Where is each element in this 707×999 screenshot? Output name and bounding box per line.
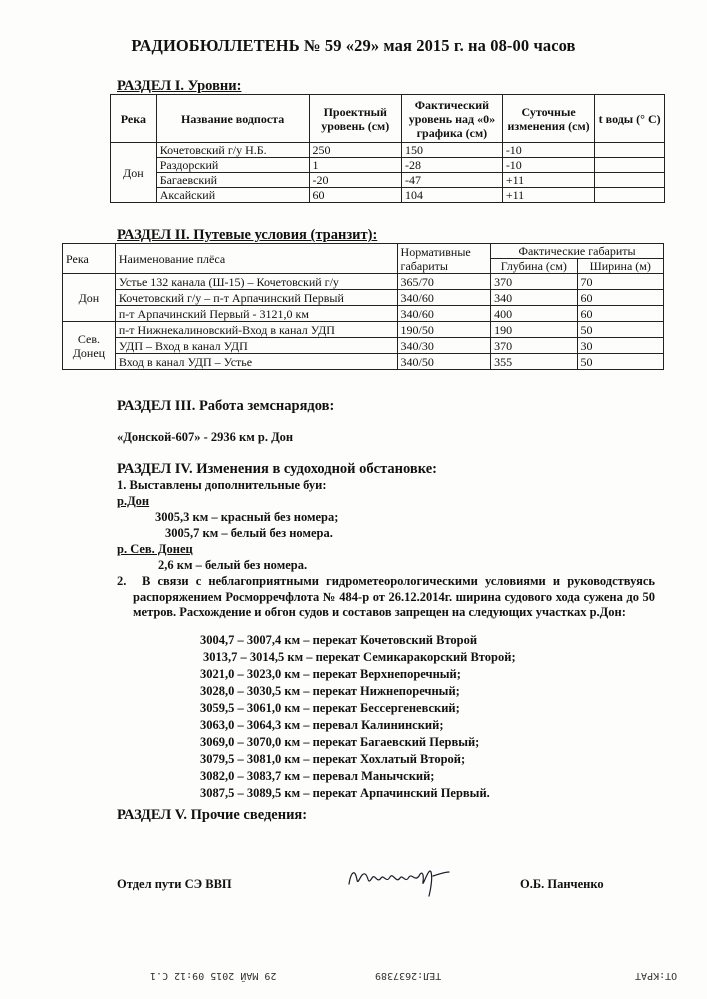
conditions-depth-cell: 355 (491, 354, 577, 370)
restricted-stretches-list (200, 632, 516, 802)
levels-actual-cell: -47 (402, 173, 503, 188)
list-item: 3013,7 – 3014,5 км – перекат Семикаракорский Второй; (203, 650, 516, 664)
conditions-width-cell: 50 (577, 322, 663, 338)
conditions-width-cell: 60 (577, 290, 663, 306)
levels-header-daily: Суточные изменения (см) (502, 95, 595, 143)
conditions-width-cell: 60 (577, 306, 663, 322)
levels-actual-cell: 150 (402, 143, 503, 158)
section1-title (117, 78, 241, 95)
levels-daily-cell: +11 (502, 188, 595, 203)
list-item: 3069,0 – 3070,0 км – перекат Багаевский Первый; (200, 735, 480, 749)
conditions-norm-cell: 340/60 (397, 290, 491, 306)
table-row (111, 158, 665, 173)
section4-title: РАЗДЕЛ IV. Изменения в судоходной обстановке: (117, 461, 437, 477)
conditions-norm-cell: 365/70 (397, 274, 491, 290)
section5-title: РАЗДЕЛ V. Прочие сведения: (117, 807, 308, 823)
list-item: 3004,7 – 3007,4 км – перекат Кочетовский Второй (200, 633, 478, 647)
levels-temp-cell (595, 173, 665, 188)
conditions-width-cell: 30 (577, 338, 663, 354)
buoy-don-1: 3005,3 км – красный без номера; (155, 510, 339, 524)
levels-design-cell: -20 (309, 173, 402, 188)
levels-header-post: Название водпоста (156, 95, 309, 143)
levels-river-cell: Дон (111, 143, 157, 203)
levels-design-cell: 1 (309, 158, 402, 173)
conditions-reach-cell: Устье 132 канала (Ш-15) – Кочетовский г/у (115, 274, 397, 290)
conditions-header-norm: Нормативные габариты (397, 244, 491, 274)
table-row (63, 306, 664, 322)
conditions-depth-cell: 370 (491, 338, 577, 354)
levels-post-cell: Раздорский (156, 158, 309, 173)
conditions-river-cell: Дон (63, 274, 116, 322)
levels-header-actual: Фактический уровень над «0» графика (см) (402, 95, 503, 143)
table-row (63, 354, 664, 370)
fax-timestamp: 29 МАЙ 2015 09:12 С.1 (150, 970, 277, 981)
list-item: 3082,0 – 3083,7 км – перевал Манычский; (200, 769, 435, 783)
levels-temp-cell (595, 158, 665, 173)
conditions-header-river: Река (63, 244, 116, 274)
fax-phone: ТЕЛ:2637389 (375, 970, 442, 981)
conditions-river-cell: Сев. Донец (63, 322, 116, 370)
section2-title (117, 227, 377, 244)
bulletin-title: РАДИОБЮЛЛЕТЕНЬ № 59 «29» мая 2015 г. на 08-00 часов (131, 36, 576, 55)
levels-daily-cell: -10 (502, 143, 595, 158)
levels-header-row (111, 95, 665, 143)
signatory-name: О.Б. Панченко (520, 877, 604, 891)
section3-title: РАЗДЕЛ III. Работа земснарядов: (117, 398, 335, 414)
conditions-norm-cell: 340/30 (397, 338, 491, 354)
section4-item2-text: В связи с неблагоприятными гидрометеорологическими условиями и руководствуясь распоряжением Росморречфлота № 484-р от 26.12.2014г. ширина судового хода сужена до 50 метров. Расхождение и обгон судов и составов запрещен на следующих участках р.Дон: (133, 574, 655, 619)
conditions-width-cell: 70 (577, 274, 663, 290)
conditions-width-cell: 50 (577, 354, 663, 370)
section4-river-don: р.Дон (117, 494, 150, 508)
conditions-depth-cell: 340 (491, 290, 577, 306)
section1-title-text: РАЗДЕЛ I. Уровни: (117, 78, 242, 94)
levels-actual-cell: 104 (402, 188, 503, 203)
levels-header-design: Проектный уровень (см) (309, 95, 402, 143)
table-row (63, 274, 664, 290)
conditions-reach-cell: Кочетовский г/у – п-т Арпачинский Первый (115, 290, 397, 306)
conditions-norm-cell: 340/60 (397, 306, 491, 322)
levels-actual-cell: -28 (402, 158, 503, 173)
levels-design-cell: 60 (309, 188, 402, 203)
section4-river-donets: р. Сев. Донец (117, 542, 193, 556)
levels-header-river: Река (111, 95, 157, 143)
levels-daily-cell: +11 (502, 173, 595, 188)
conditions-depth-cell: 370 (491, 274, 577, 290)
conditions-depth-cell: 190 (491, 322, 577, 338)
conditions-reach-cell: Вход в канал УДП – Устье (115, 354, 397, 370)
levels-post-cell: Кочетовский г/у Н.Б. (156, 143, 309, 158)
section4-item1: 1. Выставлены дополнительные буи: (117, 478, 327, 492)
table-row (111, 173, 665, 188)
levels-post-cell: Аксайский (156, 188, 309, 203)
department-label: Отдел пути СЭ ВВП (117, 877, 232, 891)
buoy-don-2: 3005,7 км – белый без номера. (165, 526, 333, 540)
conditions-depth-cell: 400 (491, 306, 577, 322)
table-row (111, 188, 665, 203)
list-item: 3028,0 – 3030,5 км – перекат Нижнепоречный; (200, 684, 460, 698)
levels-post-cell: Багаевский (156, 173, 309, 188)
signature-image (345, 862, 455, 898)
dredger-info: «Донской-607» - 2936 км р. Дон (117, 430, 294, 444)
conditions-table (62, 243, 664, 370)
table-row (63, 290, 664, 306)
conditions-header-row (63, 244, 664, 259)
conditions-header-reach: Наименование плёса (115, 244, 397, 274)
conditions-norm-cell: 340/50 (397, 354, 491, 370)
list-item: 3059,5 – 3061,0 км – перекат Бессергеневский; (200, 701, 460, 715)
buoy-donets-1: 2,6 км – белый без номера. (158, 558, 308, 572)
table-row (63, 322, 664, 338)
conditions-header-width: Ширина (м) (577, 259, 663, 274)
conditions-header-depth: Глубина (см) (491, 259, 577, 274)
table-row (111, 143, 665, 158)
list-item: 3063,0 – 3064,3 км – перевал Калининский; (200, 718, 444, 732)
conditions-reach-cell: п-т Арпачинский Первый - 3121,0 км (115, 306, 397, 322)
conditions-reach-cell: УДП – Вход в канал УДП (115, 338, 397, 354)
list-item: 3087,5 – 3089,5 км – перекат Арпачинский Первый. (200, 786, 490, 800)
levels-temp-cell (595, 143, 665, 158)
table-row (63, 338, 664, 354)
conditions-norm-cell: 190/50 (397, 322, 491, 338)
section4-item2-number: 2. (117, 574, 127, 588)
levels-design-cell: 250 (309, 143, 402, 158)
levels-header-temp: t воды (° С) (595, 95, 665, 143)
list-item: 3079,5 – 3081,0 км – перекат Хохлатый Второй; (200, 752, 466, 766)
levels-table (110, 94, 665, 203)
fax-sender: ОТ:КРАТ (635, 970, 678, 981)
levels-temp-cell (595, 188, 665, 203)
list-item: 3021,0 – 3023,0 км – перекат Верхнепоречный; (200, 667, 461, 681)
conditions-reach-cell: п-т Нижнекалиновский-Вход в канал УДП (115, 322, 397, 338)
levels-daily-cell: -10 (502, 158, 595, 173)
conditions-header-actual: Фактические габариты (491, 244, 664, 259)
section2-title-text: РАЗДЕЛ II. Путевые условия (транзит): (117, 227, 378, 243)
